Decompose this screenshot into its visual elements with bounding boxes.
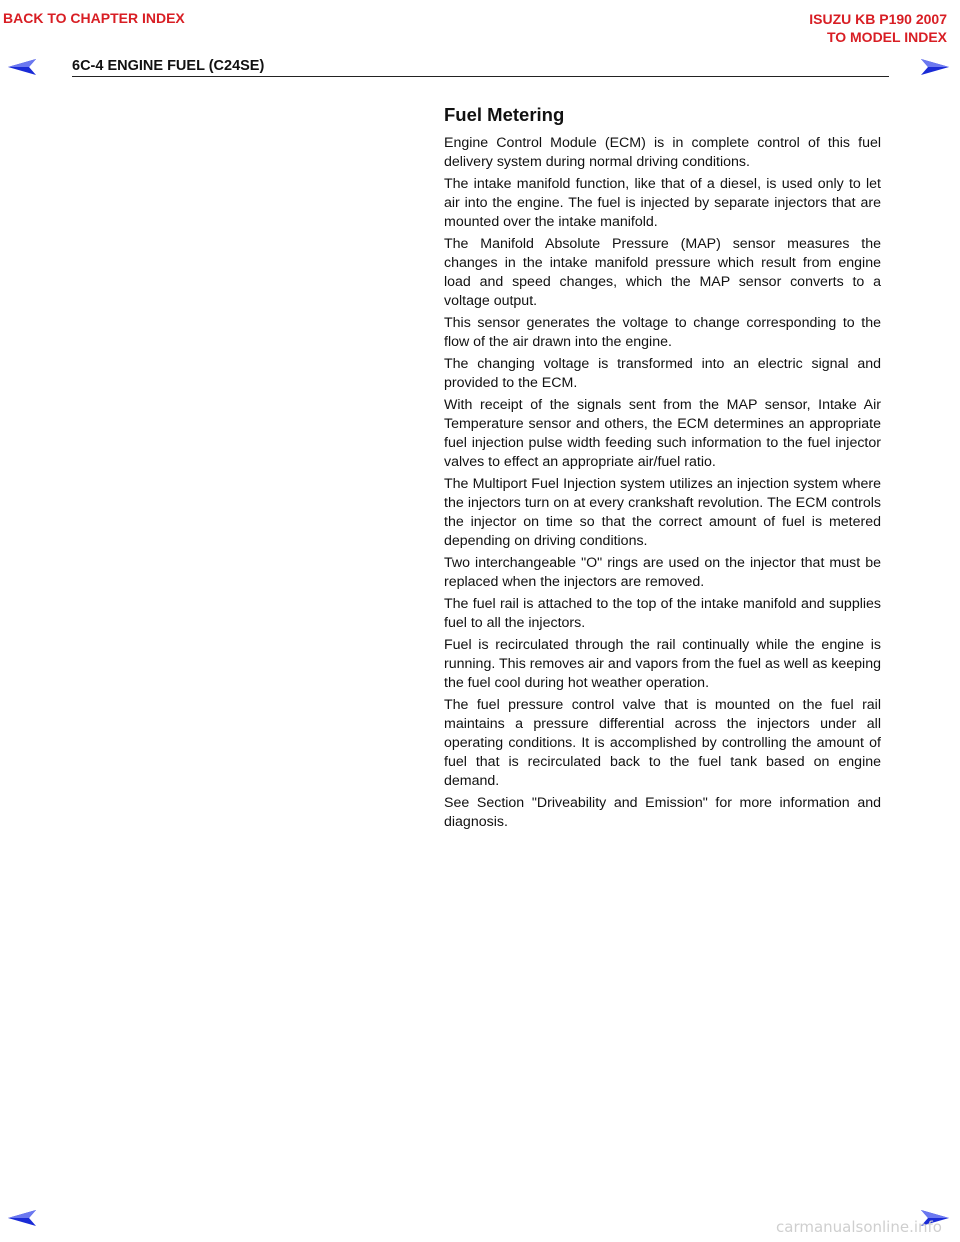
paragraph: The changing voltage is transformed into an electric signal and provided to the ECM. [444,356,881,391]
left-arrow-icon[interactable] [7,57,37,77]
watermark: carmanualsonline.info [776,1218,942,1236]
paragraph: The Multiport Fuel Injection system utilizes an injection system where the injectors turn on at every crankshaft revolution. The ECM controls the injector on time so that the correct amount of fuel is metered depending on driving conditions. [444,476,881,549]
back-to-chapter-index-link[interactable]: BACK TO CHAPTER INDEX [3,10,185,26]
paragraph: The fuel rail is attached to the top of the intake manifold and supplies fuel to all the injectors. [444,596,881,631]
paragraph: With receipt of the signals sent from the MAP sensor, Intake Air Temperature sensor and others, the ECM determines an appropriate fuel injection pulse width feeding such information to the fuel injector valves to effect an appropriate air/fuel ratio. [444,397,881,470]
running-head: 6C-4 ENGINE FUEL (C24SE) [72,58,265,74]
to-model-index-link[interactable]: TO MODEL INDEX [826,29,947,45]
paragraph: Fuel is recirculated through the rail continually while the engine is running. This removes air and vapors from the fuel as well as keeping the fuel cool during hot weather operation. [444,637,881,691]
paragraph: Engine Control Module (ECM) is in complete control of this fuel delivery system during normal driving conditions. [444,135,881,170]
paragraph: This sensor generates the voltage to change corresponding to the flow of the air drawn into the engine. [444,315,881,350]
paragraph: The Manifold Absolute Pressure (MAP) sensor measures the changes in the intake manifold pressure which result from engine load and speed changes, which the MAP sensor converts to a voltage output. [444,236,881,309]
header-rule [72,76,889,77]
paragraph: The intake manifold function, like that of a diesel, is used only to let air into the engine. The fuel is injected by separate injectors that are mounted over the intake manifold. [444,176,881,230]
paragraph: Two interchangeable "O" rings are used on the injector that must be replaced when the injectors are removed. [444,555,881,590]
model-name: ISUZU KB P190 2007 [809,11,947,27]
model-header [809,10,947,46]
left-arrow-icon[interactable] [7,1208,37,1228]
paragraph: See Section "Driveability and Emission" for more information and diagnosis. [444,795,881,830]
paragraph: The fuel pressure control valve that is mounted on the fuel rail maintains a pressure differential across the injectors under all operating conditions. It is accomplished by controlling the amount of fuel that is recirculated back to the fuel tank based on engine demand. [444,697,881,789]
right-arrow-icon[interactable] [920,57,950,77]
main-content [444,104,881,835]
section-title: Fuel Metering [444,104,565,125]
